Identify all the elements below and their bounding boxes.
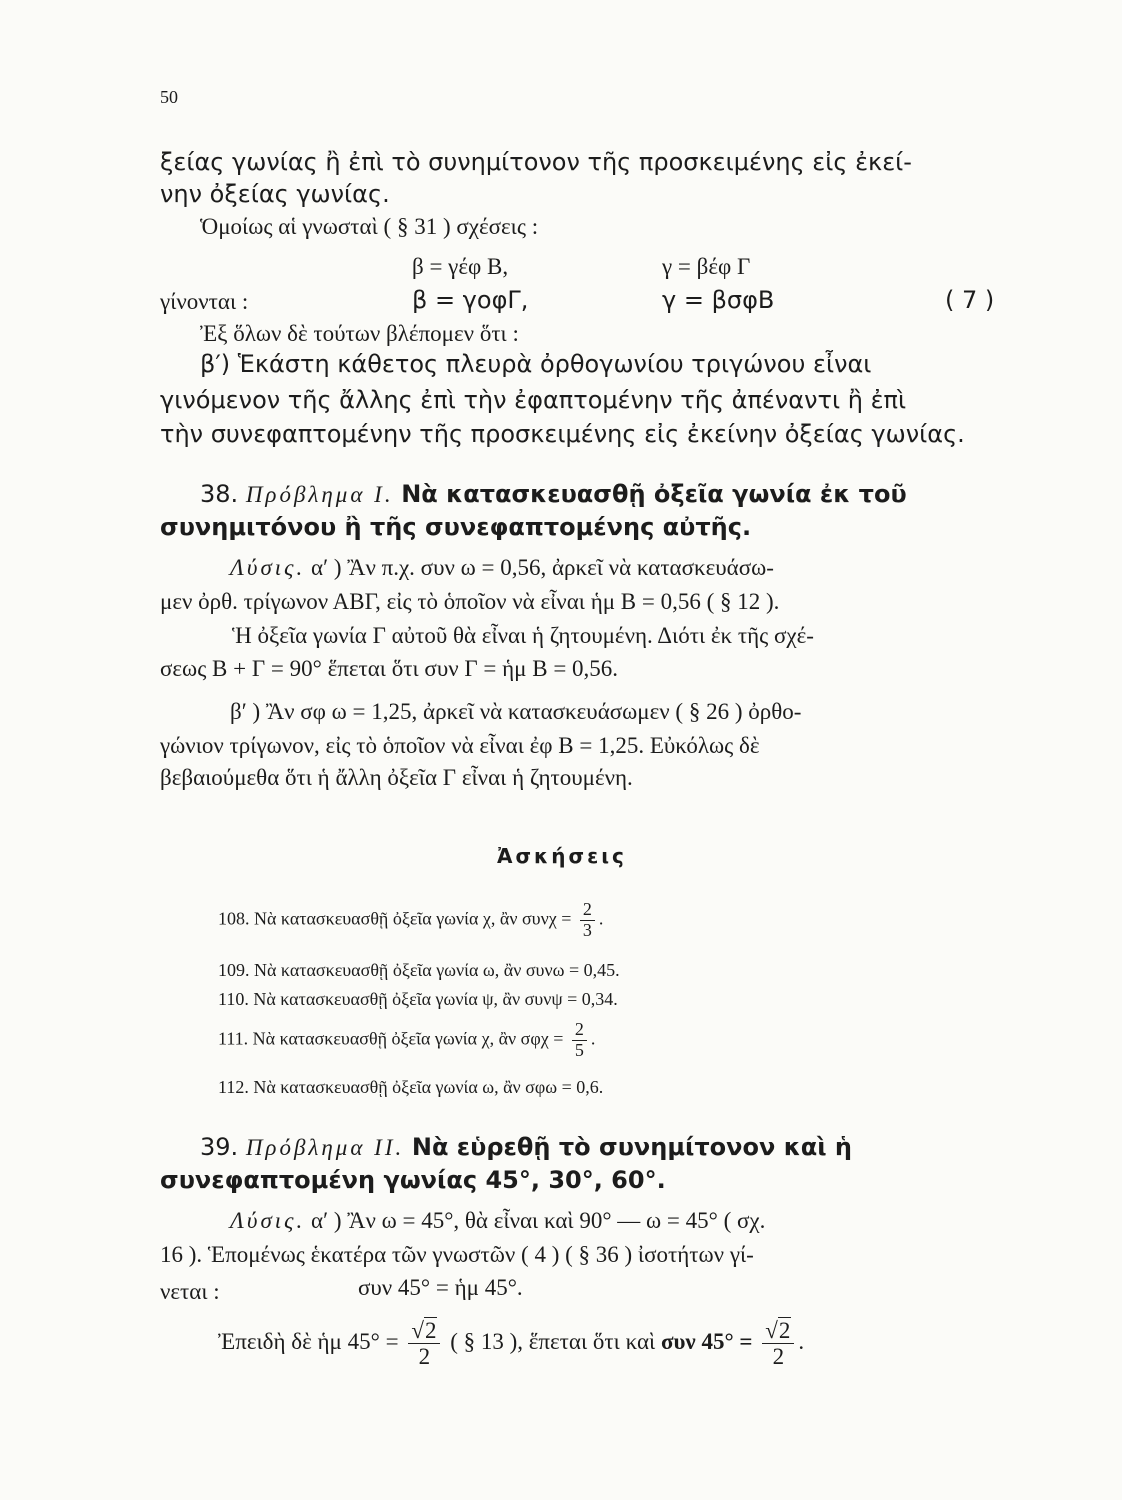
fraction [762, 1318, 794, 1370]
text-line: γίνονται : [160, 289, 249, 314]
exercise-109: 109. Νὰ κατασκευασθῇ ὀξεῖα γωνία ω, ἂν συνω = 0,45. [218, 960, 620, 980]
formula: γ = βέφ Γ [662, 254, 751, 279]
problem-title: Νὰ εὑρεθῇ τὸ συνημίτονον καὶ ἡ [411, 1133, 853, 1161]
exercise-112: 112. Νὰ κατασκευασθῇ ὀξεῖα γωνία ω, ἂν σφω = 0,6. [218, 1077, 604, 1097]
denominator: 2 [772, 1344, 785, 1370]
denominator: 3 [582, 919, 592, 940]
fraction [408, 1318, 440, 1370]
problem-label: Πρόβλημα Ι. [245, 482, 394, 507]
text-line: Ἐξ ὅλων δὲ τούτων βλέπομεν ὅτι : [200, 321, 519, 346]
numerator: √2 [408, 1318, 440, 1344]
theorem-line: β′) Ἑκάστη κάθετος πλευρὰ ὀρθογωνίου τριγώνου εἶναι [200, 350, 872, 378]
punctuation: . [590, 1028, 596, 1049]
text-line: Ὁμοίως αἱ γνωσταὶ ( § 31 ) σχέσεις : [200, 214, 539, 239]
problem-title: συνημιτόνου ἢ τῆς συνεφαπτομένης αὐτῆς. [160, 513, 752, 541]
solution-line: μεν ὀρθ. τρίγωνον ΑΒΓ, εἰς τὸ ὁποῖον νὰ εἶναι ἡμ Β = 0,56 ( § 12 ). [160, 589, 780, 614]
exercises-heading: Ἀσκήσεις [497, 844, 627, 868]
problem-number: 39. [200, 1133, 239, 1161]
problem-title: συνεφαπτομένη γωνίας 45°, 30°, 60°. [160, 1166, 666, 1194]
problem-number: 38. [200, 480, 239, 508]
solution-text: Ἐπειδὴ δὲ ἡμ 45° = [218, 1329, 399, 1355]
radicand: 2 [424, 1318, 437, 1343]
exercise-110: 110. Νὰ κατασκευασθῇ ὀξεῖα γωνία ψ, ἂν συνψ = 0,34. [218, 989, 618, 1009]
solution-line: βεβαιούμεθα ὅτι ἡ ἄλλη ὀξεῖα Γ εἶναι ἡ ζητουμένη. [160, 765, 633, 790]
solution-line [230, 556, 774, 579]
theorem-line: γινόμενον τῆς ἄλλης ἐπὶ τὴν ἐφαπτομένην τῆς ἀπέναντι ἢ ἐπὶ [160, 386, 907, 414]
radicand: 2 [778, 1318, 791, 1343]
denominator: 5 [574, 1039, 584, 1060]
formula: γ = βσφΒ [662, 286, 775, 314]
problem-title: Νὰ κατασκευασθῇ ὀξεῖα γωνία ἐκ τοῦ [401, 480, 907, 508]
formula: συν 45° = ἡμ 45°. [358, 1275, 523, 1300]
fraction [580, 900, 595, 941]
solution-line: Ἡ ὀξεῖα γωνία Γ αὐτοῦ θὰ εἶναι ἡ ζητουμένη. Διότι ἐκ τῆς σχέ- [232, 623, 814, 648]
denominator: 2 [418, 1344, 431, 1370]
solution-line: 16 ). Ἑπομένως ἑκατέρα τῶν γνωστῶν ( 4 ) ( § 36 ) ἰσοτήτων γί- [160, 1242, 754, 1267]
exercise-text: 108. Νὰ κατασκευασθῇ ὀξεῖα γωνία χ, ἂν συνχ = [218, 908, 572, 929]
problem-38-heading [200, 482, 907, 506]
numerator: √2 [762, 1318, 794, 1344]
solution-text: α′ ) Ἂν ω = 45°, θὰ εἶναι καὶ 90° — ω = 45° ( σχ. [311, 1208, 766, 1233]
solution-line: σεως Β + Γ = 90° ἕπεται ὅτι συν Γ = ἡμ Β = 0,56. [160, 656, 619, 681]
solution-line [230, 1209, 765, 1232]
formula: συν 45° = [660, 1329, 753, 1355]
solution-text: α′ ) Ἂν π.χ. συν ω = 0,56, ἀρκεῖ νὰ κατασκευάσω- [311, 555, 774, 580]
fraction [572, 1020, 587, 1061]
formula: β = γοφΓ, [412, 286, 529, 314]
solution-line: γώνιον τρίγωνον, εἰς τὸ ὁποῖον νὰ εἶναι ἐφ Β = 1,25. Εὐκόλως δὲ [160, 733, 760, 758]
solution-label: Λύσις. [230, 1208, 306, 1233]
solution-line [218, 1318, 804, 1370]
equation-number: ( 7 ) [945, 286, 995, 314]
exercise-text: 111. Νὰ κατασκευασθῇ ὀξεῖα γωνία χ, ἂν σφχ = [218, 1028, 564, 1049]
punctuation: . [798, 1329, 805, 1355]
solution-text: ( § 13 ), ἕπεται ὅτι καὶ [450, 1329, 656, 1355]
solution-line: β′ ) Ἂν σφ ω = 1,25, ἀρκεῖ νὰ κατασκευάσωμεν ( § 26 ) ὀρθο- [230, 699, 802, 724]
numerator: 2 [572, 1020, 587, 1041]
problem-label: Πρόβλημα ΙΙ. [245, 1135, 405, 1160]
text-line: ξείας γωνίας ἢ ἐπὶ τὸ συνημίτονον τῆς προσκειμένης εἰς ἐκεί- [160, 148, 912, 176]
solution-line: νεται : [160, 1279, 220, 1304]
problem-39-heading [200, 1135, 852, 1159]
numerator: 2 [580, 900, 595, 921]
solution-label: Λύσις. [230, 555, 306, 580]
formula: β = γέφ Β, [412, 254, 509, 279]
page-number: 50 [160, 87, 178, 107]
exercise-111 [218, 1020, 595, 1061]
punctuation: . [598, 908, 604, 929]
text-line: νην ὀξείας γωνίας. [160, 180, 390, 208]
exercise-108 [218, 900, 603, 941]
theorem-line: τὴν συνεφαπτομένην τῆς προσκειμένης εἰς ἐκείνην ὀξείας γωνίας. [160, 420, 965, 448]
